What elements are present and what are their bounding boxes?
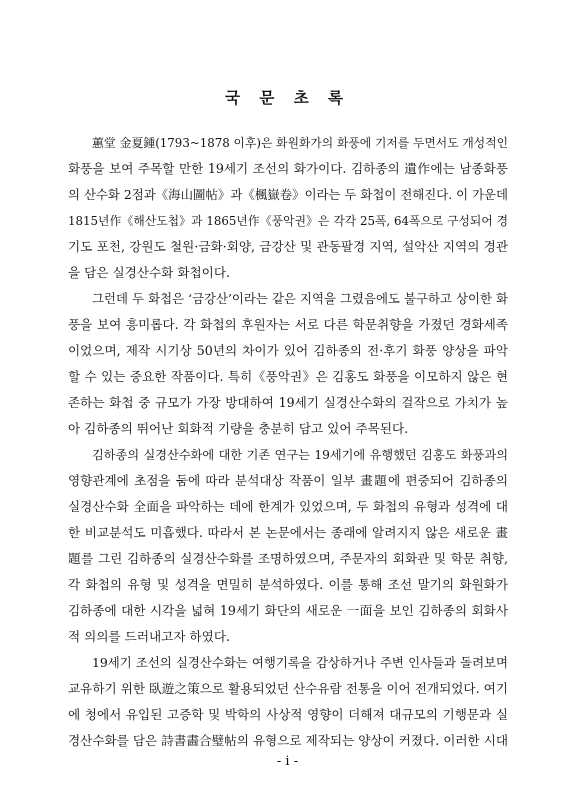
text-line: 아 김하종의 뛰어난 회화적 기량을 충분히 담고 있어 주목된다.	[68, 421, 409, 436]
text-line: 존하는 화첩 중 규모가 가장 방대하여 19세기 실경산수화의 걸작으로 가치가 높	[68, 395, 508, 410]
page-title: 국 문 초 록	[224, 88, 351, 107]
text-line: 이었으며, 제작 시기상 50년의 차이가 있어 김하종의 전·후기 화풍 양상을 파악	[68, 343, 508, 358]
text-line: 풍을 보여 흥미롭다. 각 화첩의 후원자는 서로 다른 학문취향을 가졌던 경화세족	[68, 317, 508, 332]
text-line: 교유하기 위한 臥遊之策으로 활용되었던 산수유람 전통을 이어 전개되었다. 여기	[68, 681, 508, 696]
text-line: 19세기 조선의 실경산수화는 여행기록을 감상하거나 주변 인사들과 돌려보며	[92, 655, 508, 670]
text-line: 을 담은 실경산수화 화첩이다.	[68, 265, 230, 280]
text-line: 화풍을 보여 주목할 만한 19세기 조선의 화가이다. 김하종의 遺作에는 남종화풍	[68, 161, 508, 176]
text-line: 그런데 두 화첩은 ‘금강산’이라는 같은 지역을 그렸음에도 불구하고 상이한 화	[92, 291, 508, 306]
text-line: 에 청에서 유입된 고증학 및 박학의 사상적 영향이 더해져 대규모의 기행문과 실	[68, 707, 508, 722]
text-line: 기도 포천, 강원도 철원·금화·회양, 금강산 및 관동팔경 지역, 설악산 지역의 경관	[68, 239, 508, 254]
text-line: 영향관계에 초점을 둠에 따라 분석대상 작품이 일부 畫題에 편중되어 김하종의	[68, 473, 508, 488]
page-number: - i -	[276, 754, 299, 769]
text-line: 題를 그린 김하종의 실경산수화를 조명하였으며, 주문자의 회화관 및 학문 취향,	[68, 551, 508, 566]
text-line: 의 산수화 2점과《海山圖帖》과《楓嶽卷》이라는 두 화첩이 전해진다. 이 가운데	[68, 187, 508, 202]
text-line: 적 의의를 드러내고자 하였다.	[68, 629, 230, 644]
text-line: 김하종의 실경산수화에 대한 기존 연구는 19세기에 유행했던 김홍도 화풍과의	[92, 448, 508, 462]
text-line: 1815년作《해산도첩》과 1865년作《풍악권》은 각각 25폭, 64폭으로 구성되어 경	[68, 214, 508, 228]
text-line: 蕙堂 金夏鍾(1793~1878 이후)은 화원화가의 화풍에 기저를 두면서도 개성적인	[92, 136, 508, 150]
text-line: 각 화첩의 유형 및 성격을 면밀히 분석하였다. 이를 통해 조선 말기의 화원화가	[68, 577, 508, 592]
text-line: 경산수화를 담은 詩書畵合璧帖의 유형으로 제작되는 양상이 커졌다. 이러한 시대	[68, 733, 509, 748]
text-line: 실경산수화 全面을 파악하는 데에 한계가 있었으며, 두 화첩의 유형과 성격에 대	[68, 499, 508, 514]
text-line: 할 수 있는 중요한 작품이다. 특히《풍악권》은 김홍도 화풍을 이모하지 않은 현	[68, 369, 508, 384]
text-line: 한 비교분석도 미흡했다. 따라서 본 논문에서는 종래에 알려지지 않은 새로운 畫	[68, 525, 508, 540]
text-line: 김하종에 대한 시각을 넓혀 19세기 화단의 새로운 一面을 보인 김하종의 회화사	[68, 603, 508, 618]
